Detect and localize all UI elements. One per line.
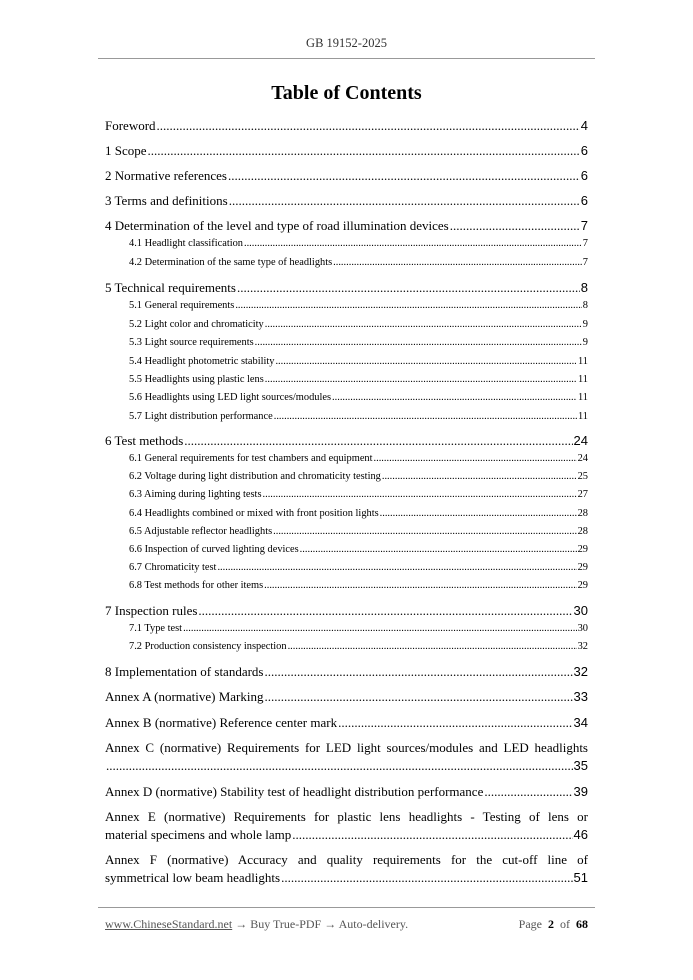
leader-dots xyxy=(300,544,577,555)
toc-entry-7-2[interactable] xyxy=(105,641,588,652)
toc-entry-section-5[interactable] xyxy=(105,280,588,296)
toc-entry-label: 3 Terms and definitions xyxy=(105,193,228,208)
toc-entry-label: 7.2 Production consistency inspection xyxy=(129,641,287,652)
leader-dots xyxy=(450,218,580,234)
toc-entry-label: 2 Normative references xyxy=(105,168,227,183)
toc-entry-label: 5.1 General requirements xyxy=(129,300,235,311)
leader-dots xyxy=(229,193,580,209)
toc-entry-page: 25 xyxy=(577,471,588,482)
toc-entry-label: Annex A (normative) Marking xyxy=(105,689,264,704)
toc-entry-label: 5.7 Light distribution performance xyxy=(129,411,273,422)
toc-entry-label-cont: symmetrical low beam headlights xyxy=(105,870,281,885)
leader-dots xyxy=(292,827,572,843)
toc-entry-page: 9 xyxy=(582,319,588,330)
toc-entry-page: 28 xyxy=(577,526,588,537)
page-title: Table of Contents xyxy=(271,82,422,104)
toc-entry-page: 11 xyxy=(577,374,588,385)
toc-entry-5-7[interactable] xyxy=(105,411,588,422)
toc-entry-page: 39 xyxy=(573,784,588,799)
toc-entry-page: 11 xyxy=(577,356,588,367)
toc-entry-annex-f[interactable] xyxy=(105,852,588,886)
toc-entry-page: 29 xyxy=(577,544,588,555)
toc-entry-page: 30 xyxy=(577,623,588,634)
toc-entry-label: 1 Scope xyxy=(105,143,147,158)
footer-divider xyxy=(98,907,595,908)
toc-entry-6-5[interactable] xyxy=(105,526,588,537)
toc-entry-6-8[interactable] xyxy=(105,580,588,591)
leader-dots xyxy=(184,433,572,449)
toc-entry-5-6[interactable] xyxy=(105,392,588,403)
leader-dots xyxy=(235,300,581,311)
leader-dots xyxy=(228,168,580,184)
toc-entry-6-3[interactable] xyxy=(105,489,588,500)
website-link[interactable]: www.ChineseStandard.net xyxy=(105,917,233,931)
toc-entry-label: 5.4 Headlight photometric stability xyxy=(129,356,275,367)
toc-entry-label: 6 Test methods xyxy=(105,433,184,448)
toc-entry-page: 11 xyxy=(577,392,588,403)
header-divider xyxy=(98,58,595,59)
toc-entry-label: 5 Technical requirements xyxy=(105,280,236,295)
leader-dots xyxy=(281,870,572,886)
leader-dots xyxy=(273,526,576,537)
toc-entry-page: 29 xyxy=(577,562,588,573)
leader-dots xyxy=(255,337,582,348)
toc-entry-label: 8 Implementation of standards xyxy=(105,664,264,679)
leader-dots xyxy=(264,580,576,591)
toc-entry-section-6[interactable] xyxy=(105,433,588,449)
leader-dots xyxy=(275,356,577,367)
leader-dots xyxy=(265,319,582,330)
toc-entry-label: 5.6 Headlights using LED light sources/modules xyxy=(129,392,332,403)
leader-dots xyxy=(157,118,580,134)
leader-dots xyxy=(274,411,577,422)
toc-entry-label: 6.6 Inspection of curved lighting devices xyxy=(129,544,299,555)
toc-entry-page: 8 xyxy=(580,280,588,295)
toc-entry-label-cont: material specimens and whole lamp xyxy=(105,827,292,842)
toc-entry-page: 11 xyxy=(577,411,588,422)
toc-entry-page: 29 xyxy=(577,580,588,591)
leader-dots xyxy=(265,374,577,385)
leader-dots xyxy=(380,508,577,519)
toc-entry-page: 32 xyxy=(573,664,588,679)
toc-entry-page: 51 xyxy=(573,870,588,885)
toc-entry-annex-c[interactable] xyxy=(105,740,588,774)
toc-entry-annex-d[interactable] xyxy=(105,784,588,800)
toc-entry-normative-references[interactable] xyxy=(105,168,588,184)
toc-entry-page: 28 xyxy=(577,508,588,519)
toc-entry-annex-b[interactable] xyxy=(105,715,588,731)
toc-entry-4-2[interactable] xyxy=(105,257,588,268)
page-total: 68 xyxy=(576,917,588,931)
toc-entry-page: 46 xyxy=(573,827,588,842)
toc-entry-page: 9 xyxy=(582,337,588,348)
toc-entry-label: 7.1 Type test xyxy=(129,623,183,634)
leader-dots xyxy=(265,689,573,705)
toc-entry-page: 32 xyxy=(577,641,588,652)
toc-entry-annex-e[interactable] xyxy=(105,809,588,843)
leader-dots xyxy=(244,238,582,249)
toc-entry-foreword[interactable] xyxy=(105,118,588,134)
toc-entry-annex-a[interactable] xyxy=(105,689,588,705)
leader-dots xyxy=(265,664,573,680)
leader-dots xyxy=(382,471,577,482)
toc-entry-label: 6.5 Adjustable reflector headlights xyxy=(129,526,273,537)
leader-dots xyxy=(217,562,576,573)
toc-entry-section-7[interactable] xyxy=(105,603,588,619)
toc-entry-6-2[interactable] xyxy=(105,471,588,482)
page-of: of xyxy=(560,917,570,931)
toc-entry-label: 6.2 Voltage during light distribution and chromaticity testing xyxy=(129,471,381,482)
toc-entry-label: 6.3 Aiming during lighting tests xyxy=(129,489,262,500)
toc-entry-page: 6 xyxy=(580,168,588,183)
toc-entry-6-4[interactable] xyxy=(105,508,588,519)
leader-dots xyxy=(183,623,577,634)
toc-entry-page: 24 xyxy=(577,453,588,464)
toc-entry-label: 5.2 Light color and chromaticity xyxy=(129,319,264,330)
toc-entry-5-5[interactable] xyxy=(105,374,588,385)
toc-entry-page: 4 xyxy=(580,118,588,133)
leader-dots xyxy=(237,280,580,296)
toc-entry-label: 5.3 Light source requirements xyxy=(129,337,254,348)
toc-entry-label: 7 Inspection rules xyxy=(105,603,198,618)
toc-entry-label: Annex F (normative) Accuracy and quality requirements for the cut-off line of xyxy=(105,852,588,867)
toc-entry-label: Annex B (normative) Reference center mark xyxy=(105,715,338,730)
toc-entry-page: 34 xyxy=(573,715,588,730)
toc-entry-5-2[interactable] xyxy=(105,319,588,330)
toc-entry-page: 30 xyxy=(573,603,588,618)
toc-entry-label: 4 Determination of the level and type of road illumination devices xyxy=(105,218,449,233)
toc-entry-section-8[interactable] xyxy=(105,664,588,680)
toc-entry-page: 7 xyxy=(580,218,588,233)
page-footer xyxy=(105,917,588,932)
toc-entry-page: 6 xyxy=(580,143,588,158)
toc-entry-terms-definitions[interactable] xyxy=(105,193,588,209)
toc-entry-page: 6 xyxy=(580,193,588,208)
toc-entry-7-1[interactable] xyxy=(105,623,588,634)
toc-entry-label: 5.5 Headlights using plastic lens xyxy=(129,374,264,385)
toc-entry-page: 24 xyxy=(573,433,588,448)
leader-dots xyxy=(338,715,572,731)
toc-entry-6-1[interactable] xyxy=(105,453,588,464)
toc-entry-5-3[interactable] xyxy=(105,337,588,348)
page-number: 2 xyxy=(548,917,554,931)
leader-dots xyxy=(332,392,577,403)
toc-entry-5-4[interactable] xyxy=(105,356,588,367)
toc-entry-scope[interactable] xyxy=(105,143,588,159)
toc-entry-page: 8 xyxy=(582,300,588,311)
toc-entry-5-1[interactable] xyxy=(105,300,588,311)
document-id-header: GB 19152-2025 xyxy=(306,36,387,50)
leader-dots xyxy=(148,143,580,159)
page-indicator xyxy=(519,917,588,932)
toc-entry-label: 4.2 Determination of the same type of headlights xyxy=(129,257,333,268)
toc-entry-4-1[interactable] xyxy=(105,238,588,249)
toc-entry-label: 4.1 Headlight classification xyxy=(129,238,243,249)
toc-entry-label: 6.4 Headlights combined or mixed with front position lights xyxy=(129,508,379,519)
toc-entry-6-7[interactable] xyxy=(105,562,588,573)
leader-dots xyxy=(374,453,577,464)
toc-entry-page: 27 xyxy=(577,489,588,500)
leader-dots xyxy=(263,489,577,500)
footer-promo-text: → Buy True-PDF → Auto-delivery. xyxy=(232,917,409,931)
toc-entry-page: 7 xyxy=(582,238,588,249)
toc-entry-page: 7 xyxy=(582,257,588,268)
leader-dots xyxy=(484,784,572,800)
leader-dots xyxy=(288,641,577,652)
footer-promo xyxy=(105,917,408,932)
toc-entry-section-4[interactable] xyxy=(105,218,588,234)
toc-entry-label: 6.1 General requirements for test chambers and equipment xyxy=(129,453,373,464)
toc-entry-page: 35 xyxy=(573,758,588,773)
toc-entry-label: 6.8 Test methods for other items xyxy=(129,580,264,591)
toc-entry-label: Foreword xyxy=(105,118,156,133)
leader-dots xyxy=(198,603,572,619)
toc-entry-page: 33 xyxy=(573,689,588,704)
toc-entry-label: Annex E (normative) Requirements for plastic lens headlights - Testing of lens or xyxy=(105,809,588,824)
toc-entry-label: 6.7 Chromaticity test xyxy=(129,562,217,573)
leader-dots xyxy=(106,758,573,774)
toc-entry-6-6[interactable] xyxy=(105,544,588,555)
toc-entry-label: Annex D (normative) Stability test of headlight distribution performance xyxy=(105,784,484,799)
toc-entry-label: Annex C (normative) Requirements for LED light sources/modules and LED headlights xyxy=(105,740,588,755)
leader-dots xyxy=(333,257,582,268)
page-prefix: Page xyxy=(518,917,542,931)
